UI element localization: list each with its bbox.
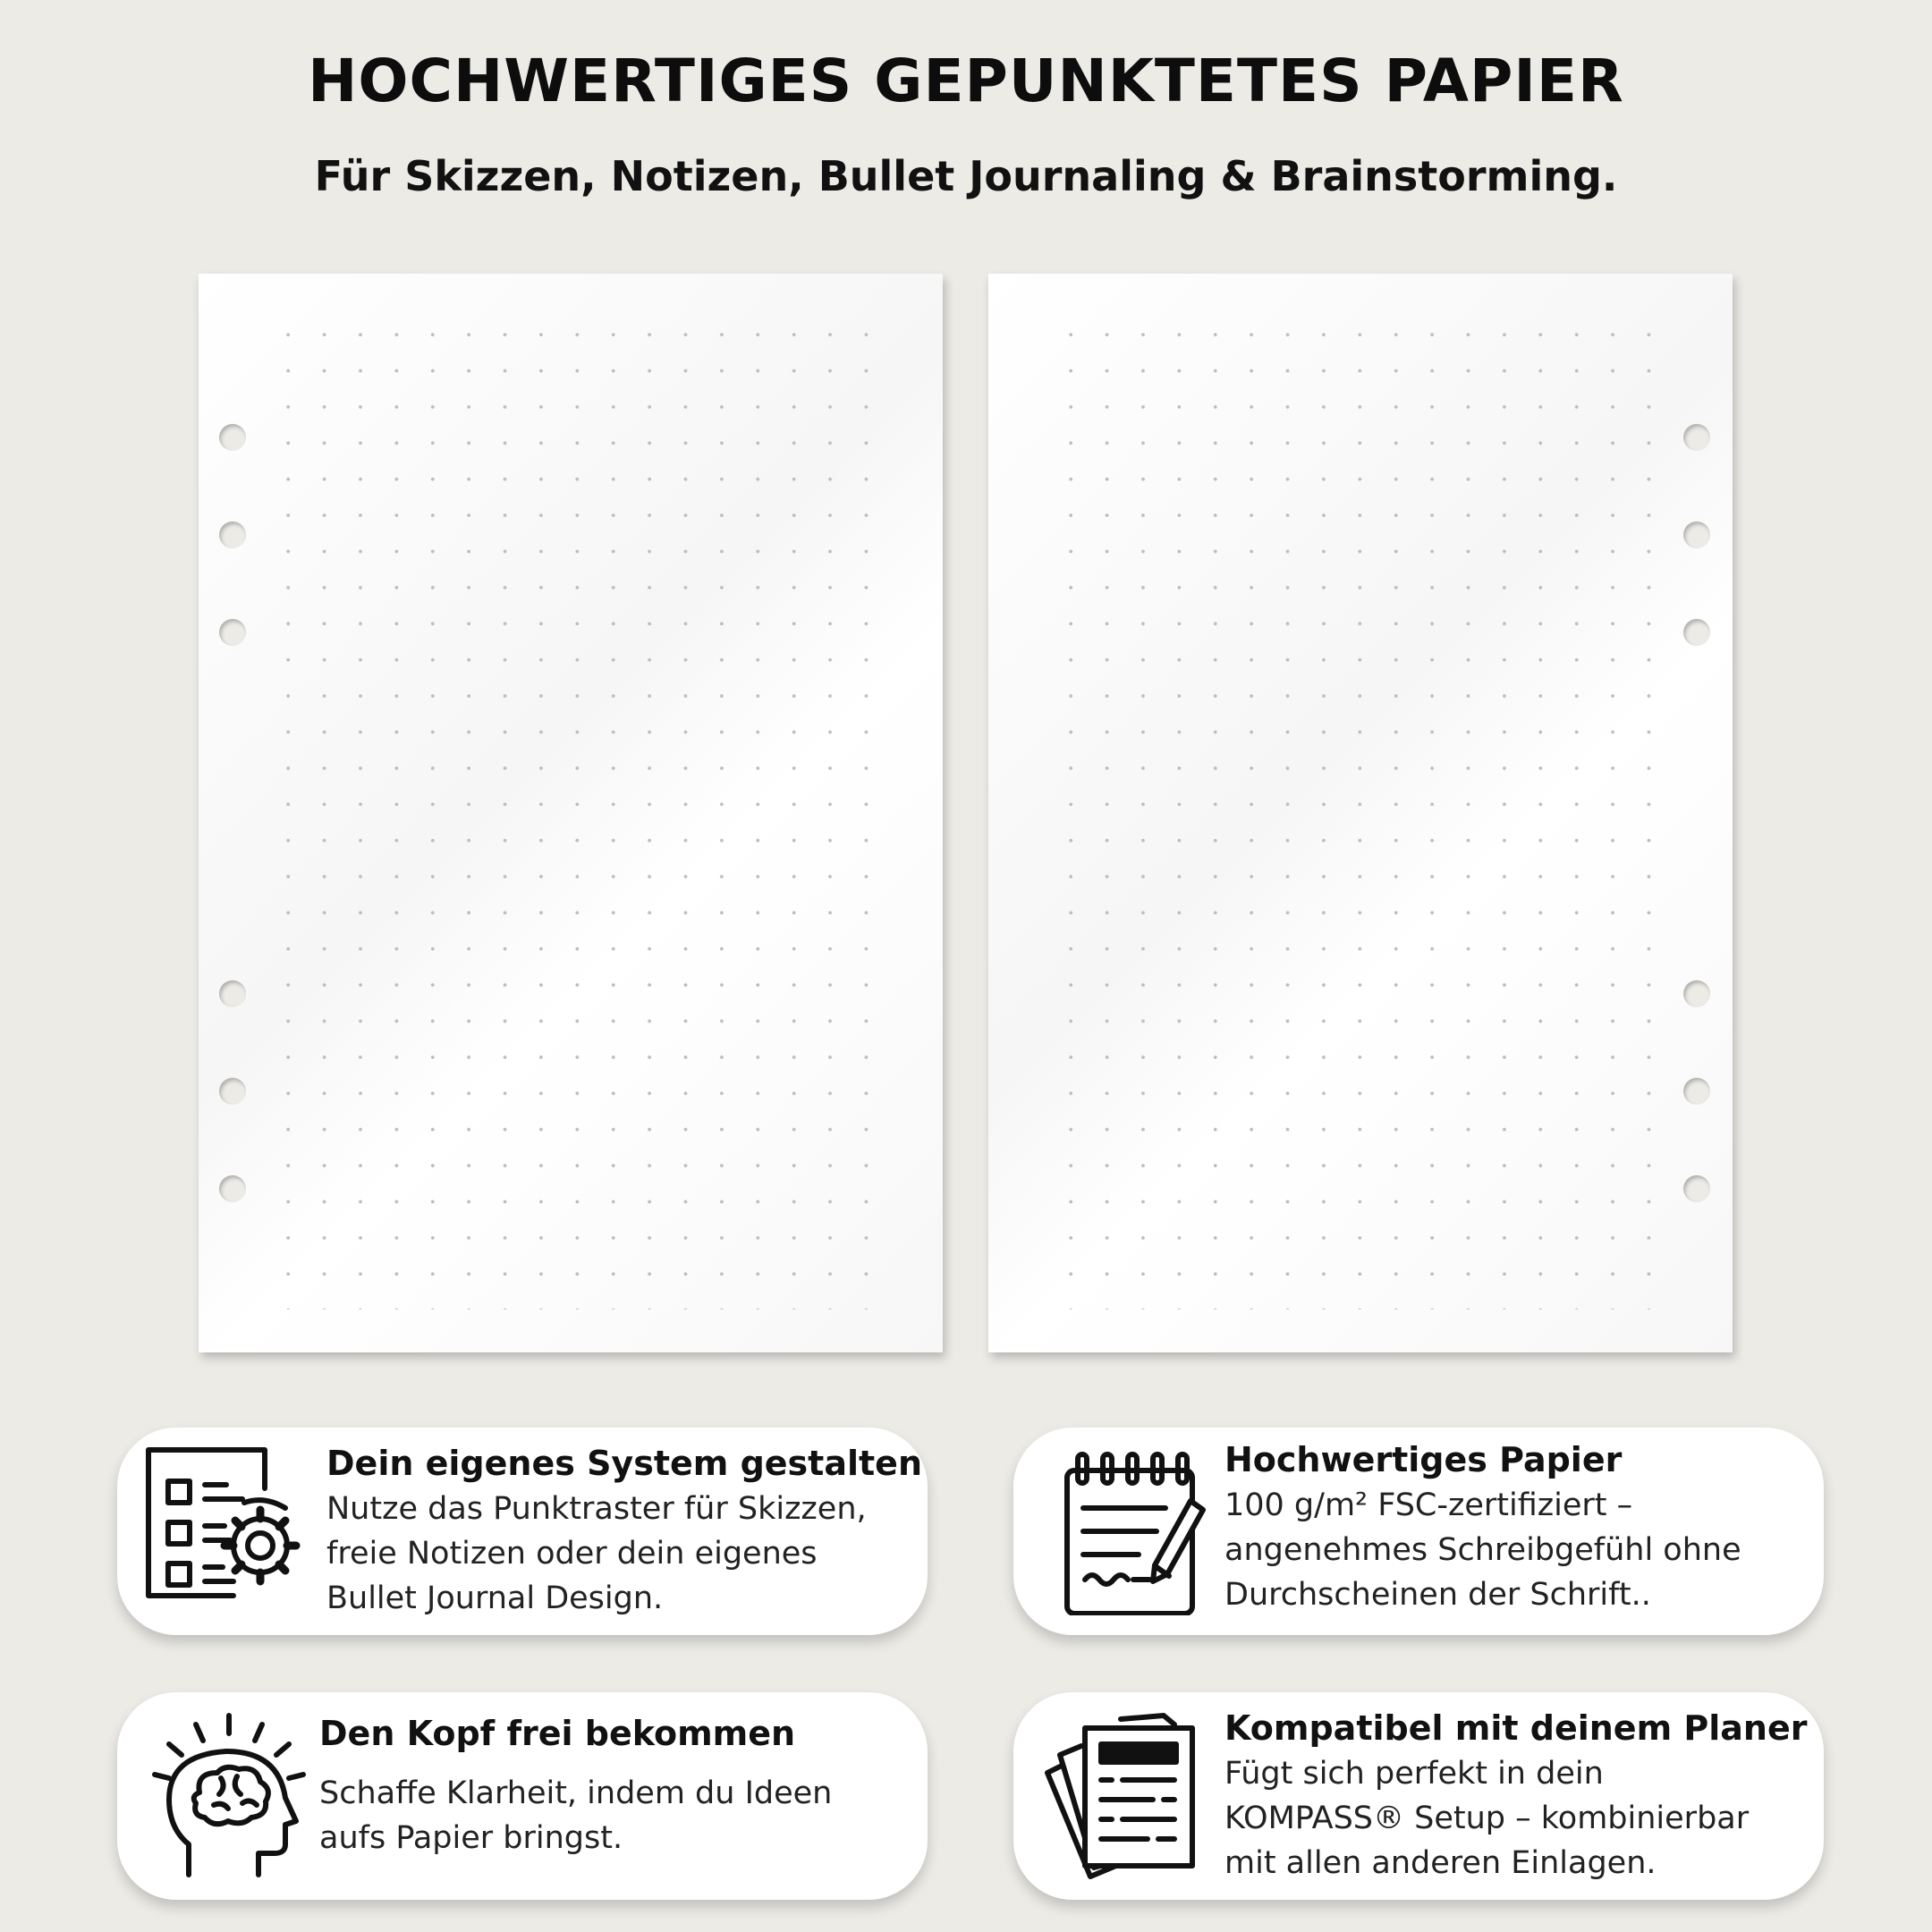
document-stack-icon <box>1040 1710 1210 1880</box>
dot-grid <box>270 317 878 1309</box>
feature-description: Schaffe Klarheit, indem du Ideen aufs Papier bringst. <box>319 1775 833 1856</box>
punch-hole <box>1683 1175 1710 1202</box>
punch-hole <box>219 1078 246 1105</box>
feature-description: 100 g/m² FSC-zertifiziert – angenehmes Schreibgefühl ohne Durchscheinen der Schrift.. <box>1224 1487 1741 1613</box>
feature-description: Fügt sich perfekt in dein KOMPASS® Setup – kombinierbar mit allen anderen Einlagen. <box>1224 1756 1750 1881</box>
punch-hole <box>219 619 246 646</box>
feature-card-clear-mind <box>117 1692 928 1900</box>
dotted-sheet-left <box>199 274 943 1352</box>
head-brain-icon <box>144 1710 314 1880</box>
feature-heading: Den Kopf frei bekommen <box>319 1714 796 1753</box>
punch-hole <box>1683 1078 1710 1105</box>
punch-hole <box>219 521 246 548</box>
page-subtitle: Für Skizzen, Notizen, Bullet Journaling & Brainstorming. <box>314 152 1618 200</box>
punch-hole <box>219 1175 246 1202</box>
punch-hole <box>1683 521 1710 548</box>
punch-hole <box>1683 980 1710 1007</box>
notepad-pen-icon <box>1040 1445 1210 1615</box>
punch-hole <box>1683 619 1710 646</box>
punch-hole <box>219 980 246 1007</box>
feature-card-paper <box>1013 1428 1824 1635</box>
page-title: HOCHWERTIGES GEPUNKTETES PAPIER <box>308 47 1624 115</box>
feature-heading: Dein eigenes System gestalten <box>326 1444 923 1483</box>
punch-hole <box>219 424 246 451</box>
dot-grid <box>1053 317 1661 1309</box>
feature-heading: Kompatibel mit deinem Planer <box>1224 1708 1808 1748</box>
checklist-gear-icon <box>144 1445 314 1615</box>
feature-card-system <box>117 1428 928 1635</box>
feature-heading: Hochwertiges Papier <box>1224 1440 1623 1479</box>
punch-hole <box>1683 424 1710 451</box>
dotted-sheet-right <box>988 274 1733 1352</box>
feature-card-compatible <box>1013 1692 1824 1900</box>
feature-description: Nutze das Punktraster für Skizzen, freie Notizen oder dein eigenes Bullet Journal Design. <box>326 1491 867 1616</box>
